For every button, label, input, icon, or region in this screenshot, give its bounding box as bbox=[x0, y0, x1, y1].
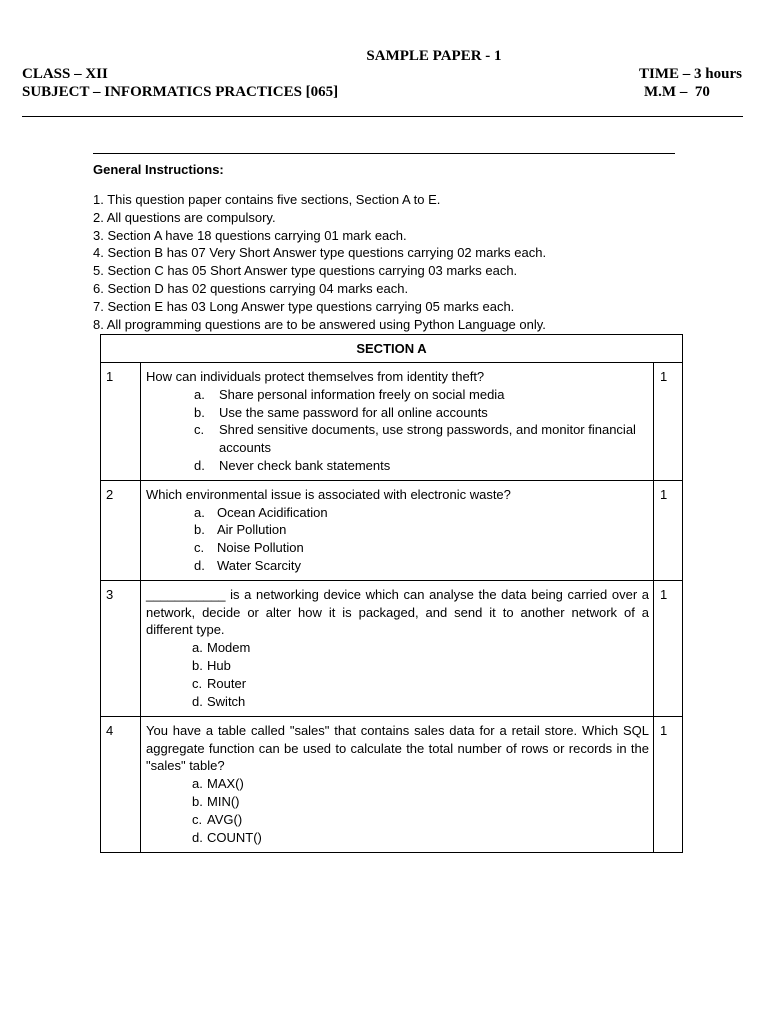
option-label: a. bbox=[194, 386, 205, 402]
question-row bbox=[101, 480, 683, 580]
question-cell bbox=[141, 580, 654, 716]
question-text: ___________ is a networking device which can analyse the data being carried over a network, decide or alter how it is packaged, and send it to another network of a different type. bbox=[146, 586, 649, 638]
option-label: b. bbox=[192, 657, 203, 673]
subject-label: SUBJECT – INFORMATICS PRACTICES [065] bbox=[22, 84, 339, 100]
instruction-item: 4. Section B has 07 Very Short Answer type questions carrying 02 marks each. bbox=[93, 245, 547, 261]
time-label: TIME – 3 hours bbox=[639, 66, 742, 82]
question-number: 2 bbox=[101, 480, 141, 580]
question-text: You have a table called "sales" that contains sales data for a retail store. Which SQL aggregate function can be used to calculate the total number of rows or records in the "sales" table? bbox=[146, 722, 649, 774]
option-text: Share personal information freely on social media bbox=[219, 386, 505, 402]
option-text: MIN() bbox=[207, 793, 240, 809]
section-heading-row bbox=[101, 335, 683, 363]
option-label: a. bbox=[194, 504, 205, 520]
option-text: Air Pollution bbox=[217, 522, 287, 538]
option-label: d. bbox=[192, 829, 203, 845]
option-label: c. bbox=[192, 675, 203, 691]
option-text: Hub bbox=[207, 657, 231, 673]
instruction-item: 2. All questions are compulsory. bbox=[93, 209, 276, 225]
question-text: How can individuals protect themselves from identity theft? bbox=[146, 369, 485, 384]
question-marks: 1 bbox=[654, 480, 683, 580]
instruction-item: 5. Section C has 05 Short Answer type questions carrying 03 marks each. bbox=[93, 263, 518, 279]
question-row bbox=[101, 363, 683, 481]
option-item bbox=[192, 793, 649, 811]
option-text: Router bbox=[207, 675, 247, 691]
max-marks-label: M.M – 70 bbox=[644, 84, 710, 100]
option-text: Use the same password for all online accounts bbox=[219, 404, 488, 420]
question-marks: 1 bbox=[654, 580, 683, 716]
general-instructions-heading: General Instructions: bbox=[93, 162, 224, 177]
question-cell bbox=[141, 480, 654, 580]
options-list bbox=[146, 639, 649, 710]
question-number: 1 bbox=[101, 363, 141, 481]
option-item bbox=[192, 829, 649, 847]
question-text: Which environmental issue is associated with electronic waste? bbox=[146, 486, 511, 502]
section-a-table bbox=[100, 334, 683, 853]
option-label: a. bbox=[192, 776, 203, 792]
option-item bbox=[194, 504, 649, 522]
question-marks: 1 bbox=[654, 716, 683, 852]
option-item bbox=[194, 557, 649, 575]
option-label: b. bbox=[194, 522, 205, 538]
options-list bbox=[146, 775, 649, 846]
option-text: MAX() bbox=[207, 776, 244, 792]
option-label: d. bbox=[194, 557, 205, 573]
option-item bbox=[194, 404, 649, 422]
option-label: c. bbox=[192, 811, 203, 827]
instruction-item: 6. Section D has 02 questions carrying 04 marks each. bbox=[93, 280, 409, 296]
question-cell bbox=[141, 716, 654, 852]
question-number: 4 bbox=[101, 716, 141, 852]
option-item bbox=[194, 539, 649, 557]
options-list bbox=[146, 504, 649, 575]
question-cell bbox=[141, 363, 654, 481]
instruction-item: 3. Section A have 18 questions carrying 01 mark each. bbox=[93, 227, 407, 243]
option-item bbox=[194, 421, 649, 457]
option-item bbox=[192, 811, 649, 829]
option-text: Switch bbox=[207, 693, 246, 709]
instruction-item: 7. Section E has 03 Long Answer type questions carrying 05 marks each. bbox=[93, 298, 515, 314]
option-text: Shred sensitive documents, use strong passwords, and monitor financial accounts bbox=[219, 422, 636, 456]
option-text: AVG() bbox=[207, 811, 243, 827]
question-row bbox=[101, 580, 683, 716]
option-label: d. bbox=[192, 693, 203, 709]
option-label: c. bbox=[194, 422, 205, 438]
option-item bbox=[194, 457, 649, 475]
question-row bbox=[101, 716, 683, 852]
question-marks: 1 bbox=[654, 363, 683, 481]
option-item bbox=[192, 693, 649, 711]
option-item bbox=[194, 386, 649, 404]
option-text: Modem bbox=[207, 640, 251, 656]
option-text: Never check bank statements bbox=[219, 457, 391, 473]
instruction-item: 1. This question paper contains five sections, Section A to E. bbox=[93, 192, 441, 207]
option-text: COUNT() bbox=[207, 829, 262, 845]
instruction-item: 8. All programming questions are to be answered using Python Language only. bbox=[93, 316, 546, 332]
option-item bbox=[192, 675, 649, 693]
option-label: b. bbox=[192, 793, 203, 809]
option-label: d. bbox=[194, 457, 205, 473]
option-item bbox=[192, 639, 649, 657]
instructions-divider bbox=[93, 153, 675, 154]
option-item bbox=[192, 775, 649, 793]
paper-title: SAMPLE PAPER - 1 bbox=[366, 48, 502, 64]
instructions-list bbox=[93, 191, 546, 333]
option-label: c. bbox=[194, 540, 205, 556]
option-item bbox=[192, 657, 649, 675]
class-label: CLASS – XII bbox=[22, 66, 108, 82]
option-text: Noise Pollution bbox=[217, 540, 304, 556]
header-divider bbox=[22, 116, 743, 117]
option-text: Ocean Acidification bbox=[217, 504, 328, 520]
option-text: Water Scarcity bbox=[217, 557, 302, 573]
options-list bbox=[146, 386, 649, 475]
option-label: b. bbox=[194, 404, 205, 420]
question-number: 3 bbox=[101, 580, 141, 716]
option-label: a. bbox=[192, 640, 203, 656]
section-a-heading: SECTION A bbox=[101, 335, 683, 363]
option-item bbox=[194, 521, 649, 539]
